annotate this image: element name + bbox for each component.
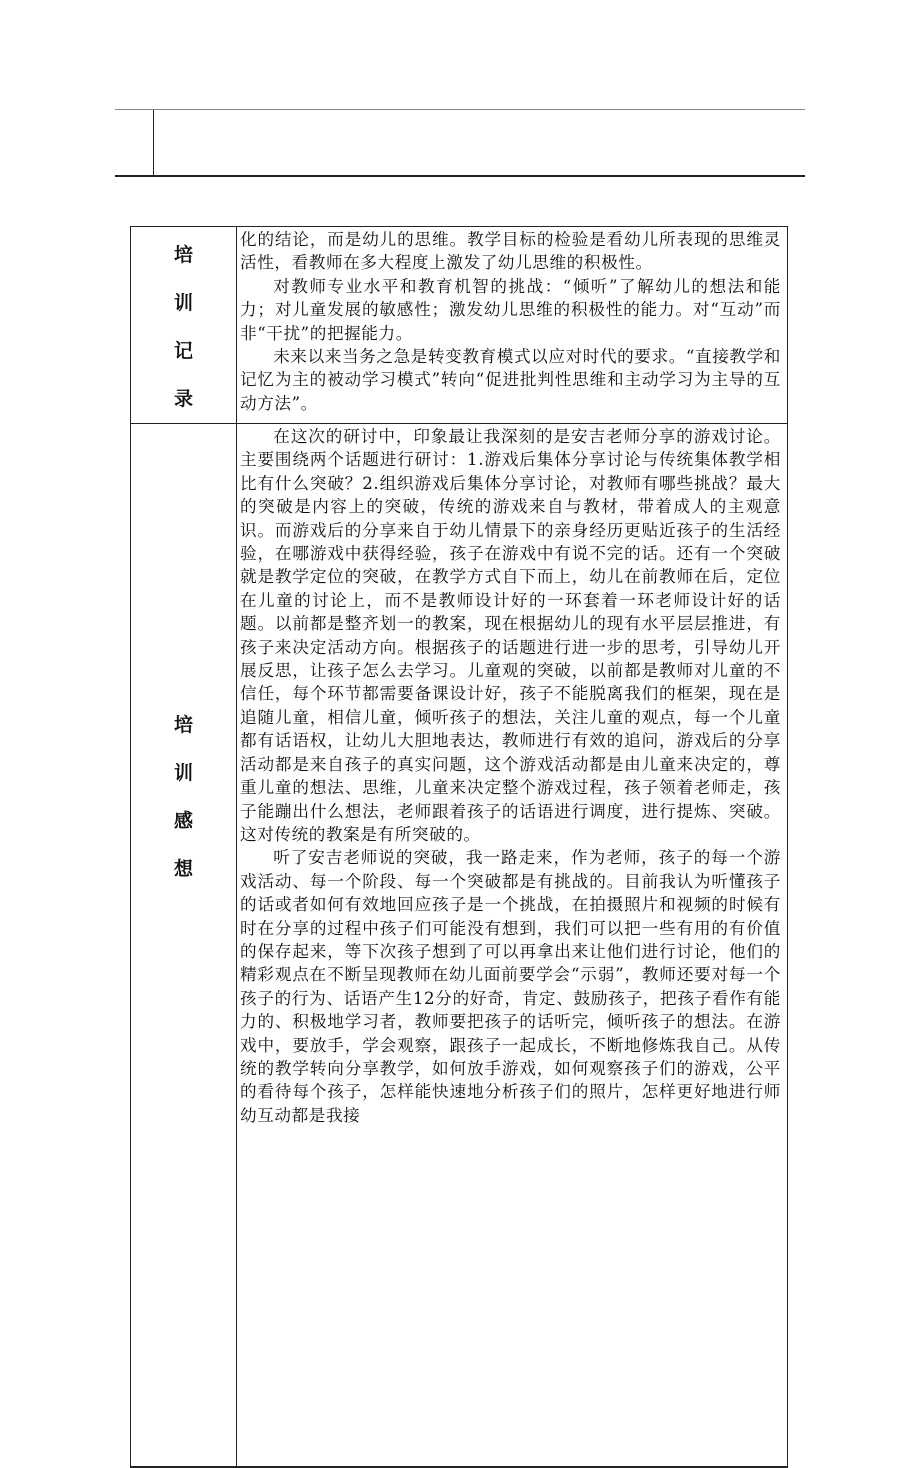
label-char: 想 xyxy=(173,858,193,880)
label-char: 培 xyxy=(173,244,193,266)
previous-table-fragment xyxy=(0,0,920,200)
label-char: 训 xyxy=(173,292,193,314)
table-border-top xyxy=(115,109,805,110)
table-column-divider xyxy=(153,110,154,176)
paragraph: 未来以来当务之急是转变教育模式以应对时代的要求。“直接教学和记忆为主的被动学习模式”转向“促进批判性思维和主动学习为主导的互动方法”。 xyxy=(240,347,781,413)
paragraph: 在这次的研讨中，印象最让我深刻的是安吉老师分享的游戏讨论。主要围绕两个话题进行研讨：1.游戏后集体分享讨论与传统集体教学相比有什么突破？2.组织游戏后集体分享讨论，对教师有哪些挑战？最大的突破是内容上的突破，传统的游戏来自与教材，带着成人的主观意识。而游戏后的分享来自于幼儿情景下的亲身经历更贴近孩子的生活经验，在哪游戏中获得经验，孩子在游戏中有说不完的话。还有一个突破就是教学定位的突破，在教学方式自下而上，幼儿在前教师在后，定位在儿童的讨论上，而不是教师设计好的一环套着一环老师设计好的话题。以前都是整齐划一的教案，现在根据幼儿的现有水平层层推进，有孩子来决定活动方向。根据孩子的话题进行进一步的思考，引导幼儿开展反思，让孩子怎么去学习。儿童观的突破，以前都是教师对儿童的不信任，每个环节都需要备课设计好，孩子不能脱离我们的框架，现在是追随儿童，相信儿童，倾听孩子的想法，关注儿童的观点，每一个儿童都有话语权，让幼儿大胆地表达，教师进行有效的追问，游戏后的分享活动都是来自孩子的真实问题，这个游戏活动都是由儿童来决定的，尊重儿童的想法、思维，儿童来决定整个游戏过程，孩子领着老师走，孩子能蹦出什么想法，老师跟着孩子的话语进行调度，进行提炼、突破。这对传统的教案是有所突破的。 xyxy=(240,427,781,844)
training-reflection-content xyxy=(236,425,787,1127)
paragraph: 对教师专业水平和教育机智的挑战：“倾听”了解幼儿的想法和能力；对儿童发展的敏感性；激发幼儿思维的积极性的能力。对“互动”而非“干扰”的把握能力。 xyxy=(240,276,781,343)
label-char: 录 xyxy=(173,388,193,410)
label-char: 感 xyxy=(173,810,193,832)
row-label-training-record xyxy=(131,226,236,423)
row-label-training-reflection xyxy=(131,424,236,1464)
label-char: 记 xyxy=(173,340,193,362)
training-record-content xyxy=(236,228,787,415)
paragraph: 听了安吉老师说的突破，我一路走来，作为老师，孩子的每一个游戏活动、每一个阶段、每一个突破都是有挑战的。目前我认为听懂孩子的话或者如何有效地回应孩子是一个挑战，在拍摄照片和视频的时候有时在分享的过程中孩子们可能没有想到，我们可以把一些有用的有价值的保存起来，等下次孩子想到了可以再拿出来让他们进行讨论，他们的精彩观点在不断呈现教师在幼儿面前要学会“示弱”，教师还要对每一个孩子的行为、话语产生12分的好奇，肯定、鼓励孩子，把孩子看作有能力的、积极地学习者，教师要把孩子的话听完，倾听孩子的想法。在游戏中，要放手，学会观察，跟孩子一起成长，不断地修炼我自己。从传统的教学转向分享教学，如何放手游戏，如何观察孩子们的游戏，公平的看待每个孩子，怎样能快速地分析孩子们的照片，怎样更好地进行师幼互动都是我接 xyxy=(240,848,781,1125)
label-char: 培 xyxy=(173,714,193,736)
paragraph: 化的结论，而是幼儿的思维。教学目标的检验是看幼儿所表现的思维灵活性，看教师在多大程度上激发了幼儿思维的积极性。 xyxy=(240,230,781,273)
label-char: 训 xyxy=(173,762,193,784)
table-border-right xyxy=(787,226,788,1468)
table-border-bottom xyxy=(115,175,805,177)
